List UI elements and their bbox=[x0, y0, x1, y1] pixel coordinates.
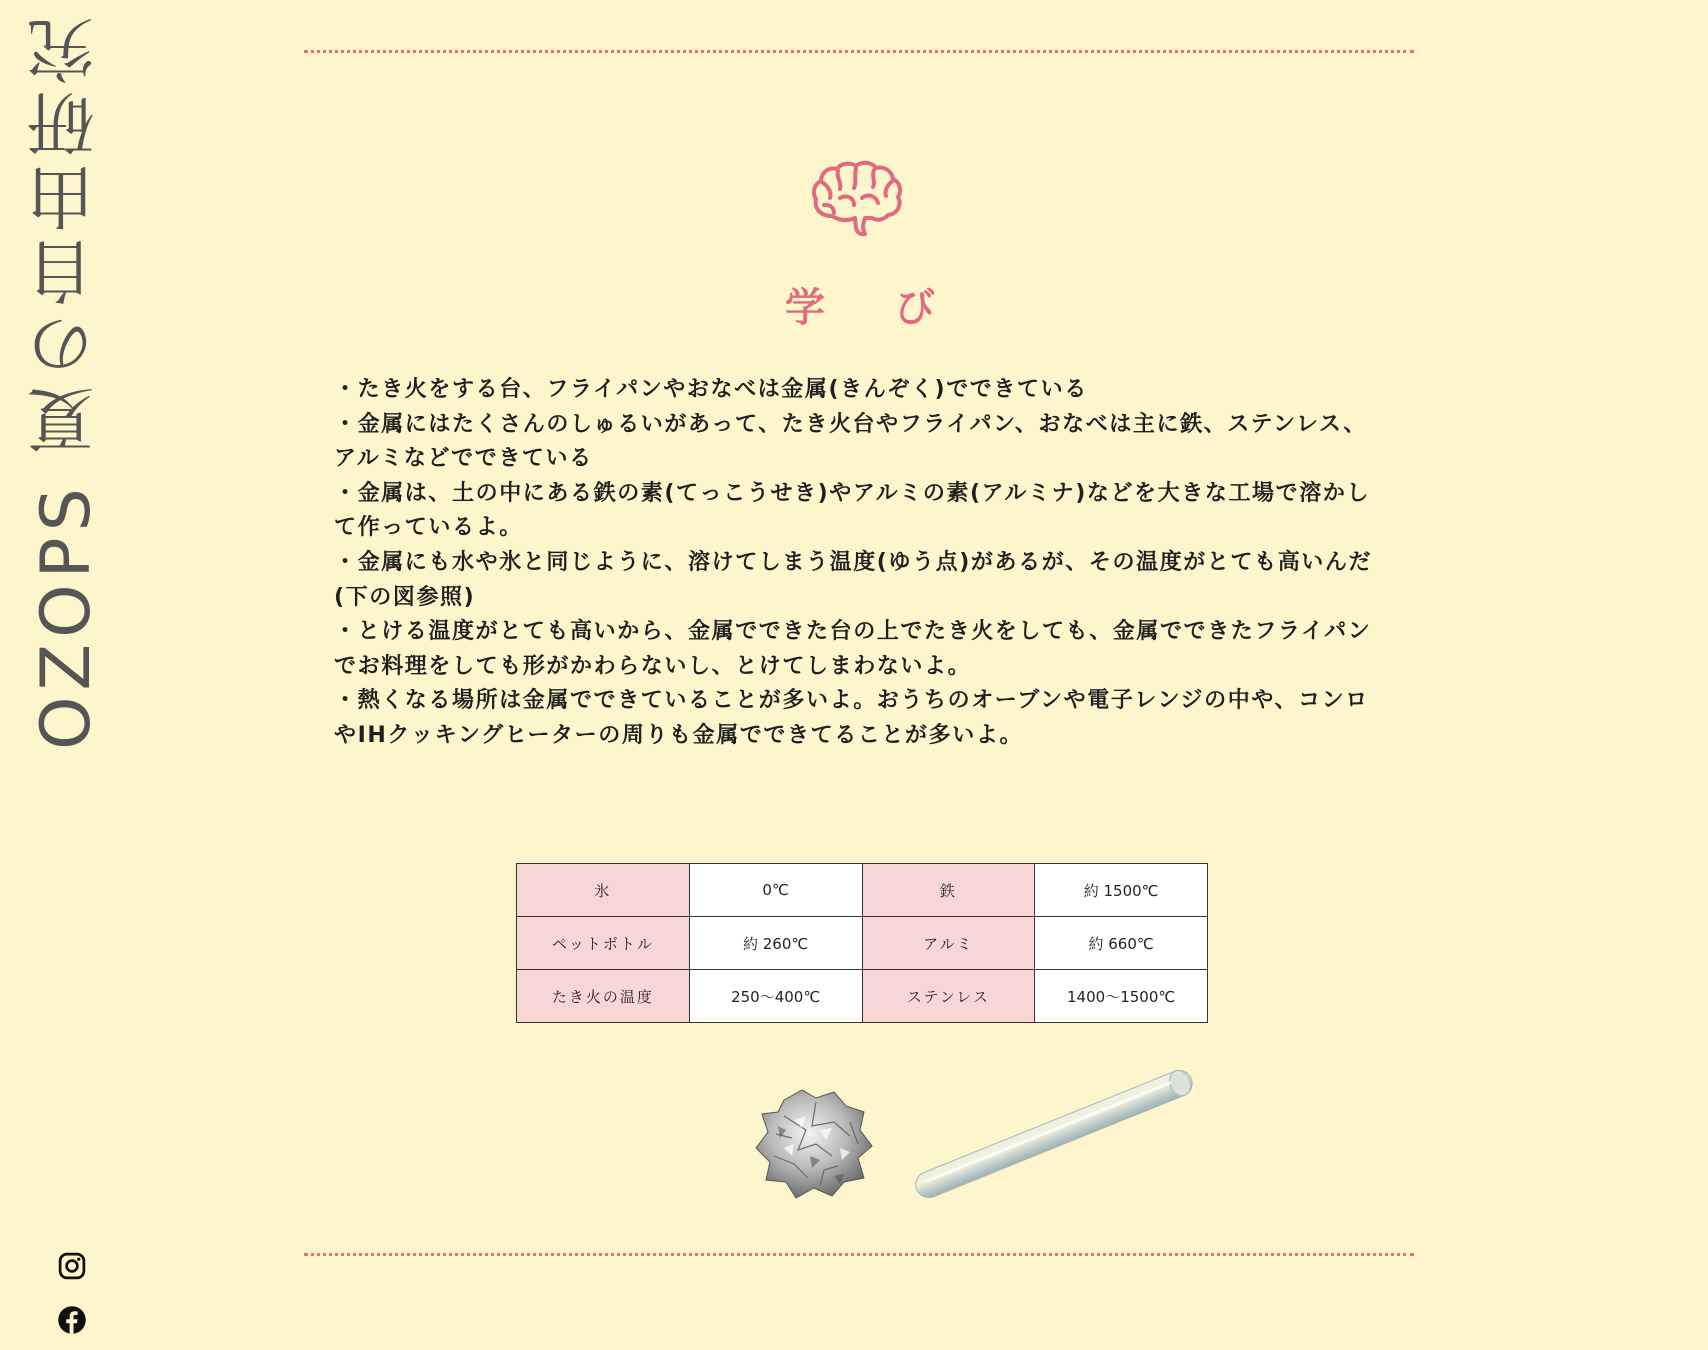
brain-icon bbox=[810, 158, 906, 240]
material-name: たき火の温度 bbox=[517, 970, 690, 1023]
melting-temperature: 0℃ bbox=[689, 864, 862, 917]
melting-temperature: 1400〜1500℃ bbox=[1035, 970, 1208, 1023]
material-name: アルミ bbox=[862, 917, 1035, 970]
facebook-link[interactable] bbox=[52, 1300, 92, 1340]
top-divider bbox=[304, 50, 1414, 53]
material-name: 氷 bbox=[517, 864, 690, 917]
learning-point: ・金属にも水や氷と同じように、溶けてしまう温度(ゆう点)があるが、その温度がとても高いんだ(下の図参照) bbox=[334, 549, 1373, 610]
instagram-icon bbox=[57, 1251, 87, 1281]
melting-temperature: 約 660℃ bbox=[1035, 917, 1208, 970]
metal-rod-image bbox=[904, 1068, 1204, 1200]
aluminum-foil-image bbox=[754, 1086, 876, 1200]
learning-point: ・金属は、土の中にある鉄の素(てっこうせき)やアルミの素(アルミナ)などを大きな工場で溶かして作っているよ。 bbox=[334, 480, 1371, 541]
instagram-link[interactable] bbox=[52, 1246, 92, 1286]
material-name: 鉄 bbox=[862, 864, 1035, 917]
material-name: ペットボトル bbox=[517, 917, 690, 970]
site-title: OZOPS 夏の自由研究 bbox=[27, 10, 106, 750]
section-title: 学 び bbox=[785, 285, 963, 331]
melting-point-table bbox=[516, 863, 1208, 1023]
facebook-icon bbox=[57, 1305, 87, 1335]
bottom-divider bbox=[304, 1253, 1414, 1256]
learning-point: ・金属にはたくさんのしゅるいがあって、たき火台やフライパン、おなべは主に鉄、ステンレス、アルミなどでできている bbox=[334, 411, 1367, 472]
learning-point: ・熱くなる場所は金属でできていることが多いよ。おうちのオーブンや電子レンジの中や、コンロやIHクッキングヒーターの周りも金属でできてることが多いよ。 bbox=[334, 688, 1369, 748]
table-row bbox=[517, 864, 1208, 917]
melting-temperature: 約 1500℃ bbox=[1035, 864, 1208, 917]
learning-point: ・とける温度がとても高いから、金属でできた台の上でたき火をしても、金属でできたフライパンでお料理をしても形がかわらないし、とけてしまわないよ。 bbox=[334, 619, 1372, 679]
table-row bbox=[517, 917, 1208, 970]
table-row bbox=[517, 970, 1208, 1023]
learning-text bbox=[334, 373, 1374, 754]
learning-point: ・たき火をする台、フライパンやおなべは金属(きんぞく)でできている bbox=[334, 377, 1088, 402]
melting-temperature: 約 260℃ bbox=[689, 917, 862, 970]
material-name: ステンレス bbox=[862, 970, 1035, 1023]
melting-temperature: 250〜400℃ bbox=[689, 970, 862, 1023]
